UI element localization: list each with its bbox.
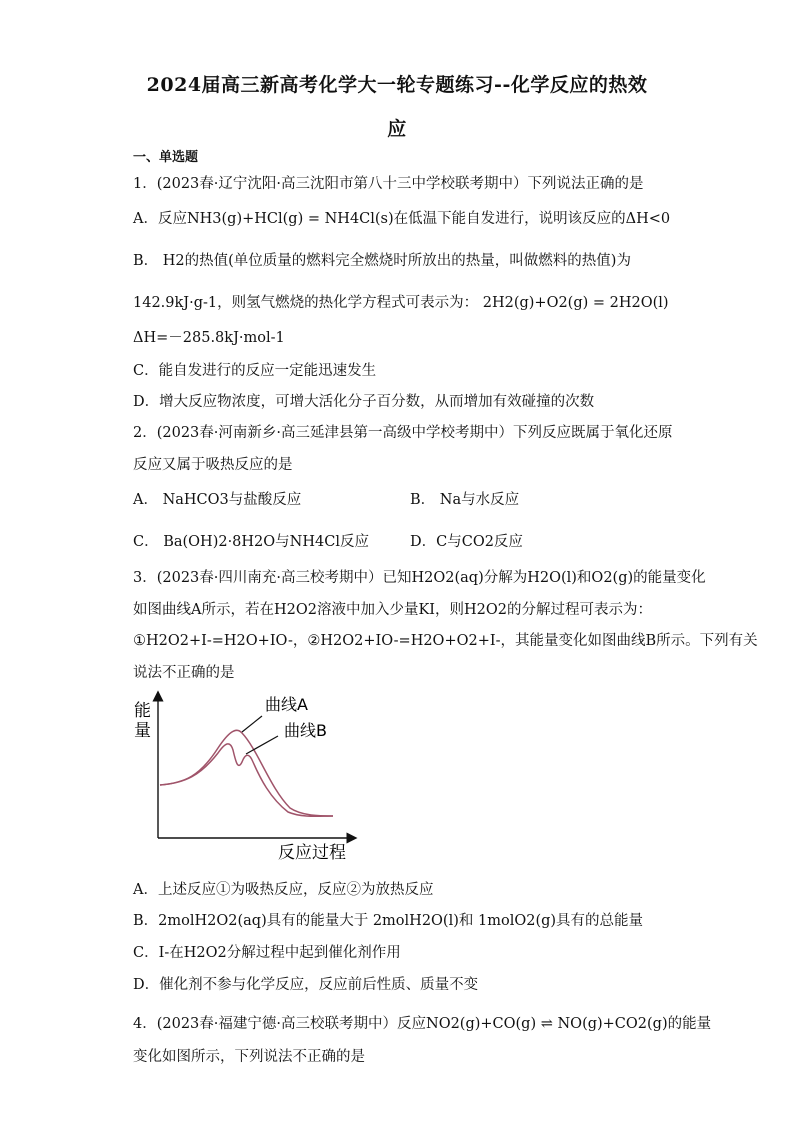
curve-b-line xyxy=(160,744,333,816)
q2-stem-line2: 反应又属于吸热反应的是 xyxy=(133,457,293,473)
q1-option-b-line1: B． H2的热值(单位质量的燃料完全燃烧时所放出的热量，叫做燃料的热值)为 xyxy=(133,253,631,269)
curve-a-label: 曲线A xyxy=(265,695,308,714)
q1-stem: 1．(2023春·辽宁沈阳·高三沈阳市第八十三中学校联考期中）下列说法正确的是 xyxy=(133,176,644,192)
section-heading: 一、单选题 xyxy=(133,150,199,165)
q3-stem-line1: 3．(2023春·四川南充·高三校考期中）已知H2O2(aq)分解为H2O(l)和O2(g)的能量变化 xyxy=(133,570,706,586)
curve-a-line xyxy=(160,730,333,816)
curve-b-label: 曲线B xyxy=(284,721,327,740)
q4-stem-line2: 变化如图所示，下列说法不正确的是 xyxy=(133,1049,365,1065)
curve-a-pointer xyxy=(242,716,262,732)
q1-option-b-line2: 142.9kJ·g-1，则氢气燃烧的热化学方程式可表示为： 2H2(g)+O2(g) = 2H2O(l) xyxy=(133,295,669,311)
q3-option-d: D．催化剂不参与化学反应，反应前后性质、质量不变 xyxy=(133,977,479,993)
q3-stem-line2: 如图曲线A所示，若在H2O2溶液中加入少量KI，则H2O2的分解过程可表示为： xyxy=(133,602,652,618)
q3-stem-line4: 说法不正确的是 xyxy=(133,665,235,681)
q4-stem-line1: 4．(2023春·福建宁德·高三校联考期中）反应NO2(g)+CO(g) ⇌ NO(g)+CO2(g)的能量 xyxy=(133,1016,712,1032)
y-axis-label-1: 能 xyxy=(134,701,151,721)
y-axis-label-2: 量 xyxy=(134,721,151,741)
q1-option-d: D．增大反应物浓度，可增大活化分子百分数，从而增加有效碰撞的次数 xyxy=(133,394,595,410)
doc-title-line1: 2024届高三新高考化学大一轮专题练习--化学反应的热效 xyxy=(146,74,648,96)
q3-stem-line3: ①H2O2+I-=H2O+IO-，②H2O2+IO-=H2O+O2+I-，其能量变化如图曲线B所示。下列有关 xyxy=(133,633,758,649)
doc-title-line2: 应 xyxy=(387,118,407,140)
q1-option-b-line3: ΔH=－285.8kJ·mol-1 xyxy=(133,330,285,346)
x-axis-label: 反应过程 xyxy=(278,843,346,863)
q1-option-c: C．能自发进行的反应一定能迅速发生 xyxy=(133,363,377,379)
q2-option-c: C． Ba(OH)2·8H2O与NH4Cl反应 xyxy=(133,534,369,550)
q3-option-c: C．I-在H2O2分解过程中起到催化剂作用 xyxy=(133,945,401,961)
q2-option-a: A． NaHCO3与盐酸反应 xyxy=(133,492,302,508)
q1-option-a: A．反应NH3(g)+HCl(g) = NH4Cl(s)在低温下能自发进行，说明该反应的ΔH<0 xyxy=(133,211,671,227)
q2-option-b: B． Na与水反应 xyxy=(410,492,520,508)
q2-option-d: D．C与CO2反应 xyxy=(410,534,523,550)
energy-diagram xyxy=(130,688,365,868)
q2-stem-line1: 2．(2023春·河南新乡·高三延津县第一高级中学校考期中）下列反应既属于氧化还原 xyxy=(133,425,673,441)
q3-option-b: B．2molH2O2(aq)具有的能量大于 2molH2O(l)和 1molO2(g)具有的总能量 xyxy=(133,913,644,929)
q3-option-a: A．上述反应①为吸热反应，反应②为放热反应 xyxy=(133,882,434,898)
